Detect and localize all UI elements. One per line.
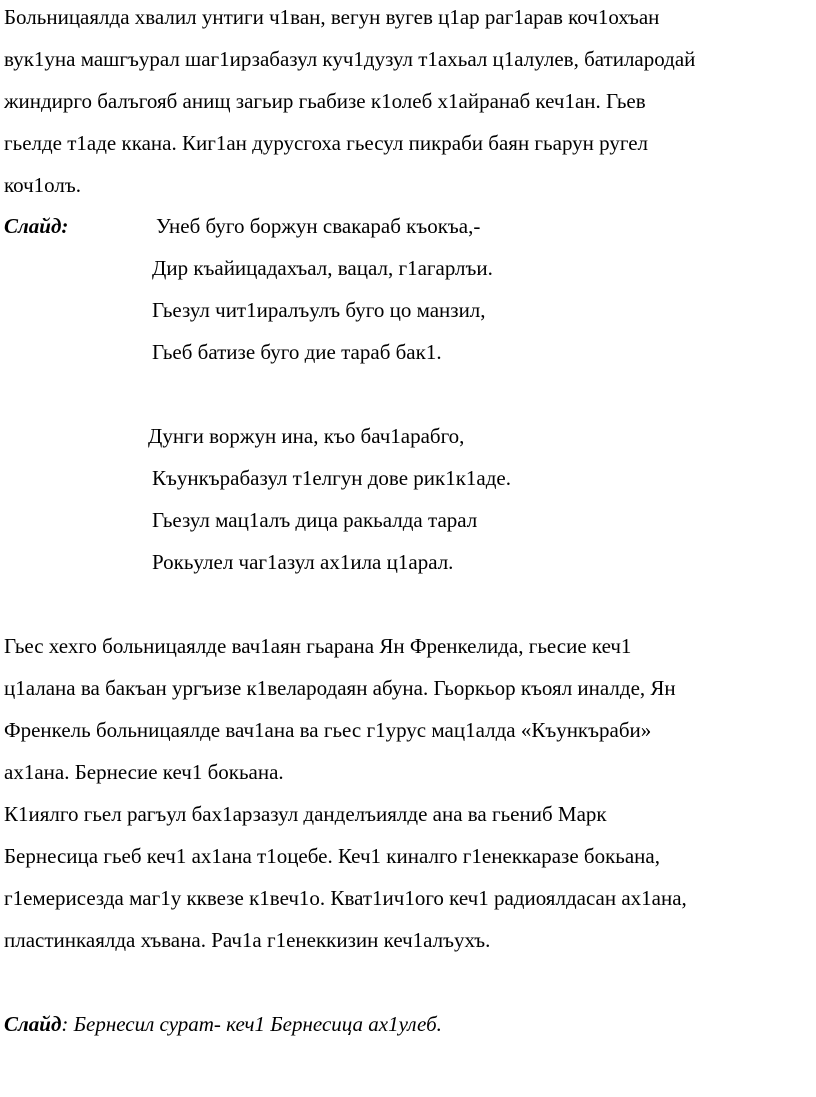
paragraph2-line-4: ах1ана. Бернесие кеч1 бокьана. <box>4 760 284 784</box>
paragraph2-line-2: ц1алана ва бакъан ургъизе к1велародаян абуна. Гьоркьор къоял иналде, Ян <box>4 676 676 700</box>
paragraph3-line-3: г1емерисезда маг1у кквезе к1веч1о. Кват1ич1ого кеч1 радиоялдасан ах1ана, <box>4 886 687 910</box>
poem-line-1: Унеб буго боржун свакараб къокъа,- <box>156 214 481 238</box>
slide-label-2: Слайд <box>4 1012 62 1036</box>
intro-line-1: Больницаялда хвалил унтиги ч1ван, вегун вугев ц1ар раг1арав коч1охъан <box>4 5 660 29</box>
paragraph3-line-1: К1иялго гьел рагъул бах1арзазул данделъиялде ана ва гьениб Марк <box>4 802 607 826</box>
intro-line-5: коч1олъ. <box>4 173 81 197</box>
poem-line-8: Рокьулел чаг1азул ах1ила ц1арал. <box>152 550 454 574</box>
slide-2-line <box>4 1011 442 1037</box>
paragraph2-line-3: Френкель больницаялде вач1ана ва гьес г1урус мац1алда «Къункъраби» <box>4 718 652 742</box>
paragraph3-line-4: пластинкаялда хъвана. Рач1а г1енеккизин кеч1алъухъ. <box>4 928 491 952</box>
slide-caption-2: : Бернесил сурат- кеч1 Бернесица ах1улеб. <box>61 1012 442 1036</box>
intro-line-3: жиндирго балъгояб анищ загьир гьабизе к1олеб х1айранаб кеч1ан. Гьев <box>4 89 646 113</box>
poem-line-7: Гьезул мац1алъ дица ракьалда тарал <box>152 508 478 532</box>
poem-line-2: Дир къайицадахъал, вацал, г1агарлъи. <box>152 256 493 280</box>
poem-line-4: Гьеб батизе буго дие тараб бак1. <box>152 340 442 364</box>
slide-label-1: Слайд: <box>4 214 69 238</box>
paragraph3-line-2: Бернесица гьеб кеч1 ах1ана т1оцебе. Кеч1 киналго г1енеккаразе бокьана, <box>4 844 660 868</box>
poem-line-6: Къункърабазул т1елгун дове рик1к1аде. <box>152 466 511 490</box>
intro-line-4: гьелде т1аде ккана. Киг1ан дурусгоха гьесул пикраби баян гьарун ругел <box>4 131 649 155</box>
paragraph2-line-1: Гьес хехго больницаялде вач1аян гьарана Ян Френкелида, гьесие кеч1 <box>4 634 632 658</box>
poem-line-5: Дунги воржун ина, къо бач1арабго, <box>148 424 465 448</box>
intro-line-2: вук1уна машгъурал шаг1ирзабазул куч1дузул т1ахьал ц1алулев, батилародай <box>4 47 696 71</box>
poem-line-3: Гьезул чит1иралъулъ буго цо манзил, <box>152 298 486 322</box>
